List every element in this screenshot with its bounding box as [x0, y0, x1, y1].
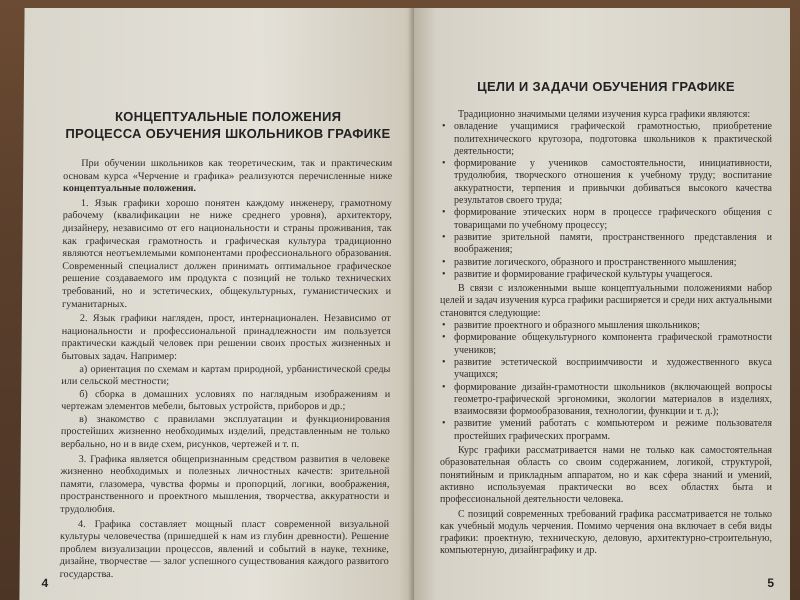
left-paragraph-1: 1. Язык графики хорошо понятен каждому инженеру, грамотному рабочему (квалификации не ниже среднего уровня), архитектору, дизайнеру, независимо от его национальности и страны проживания, так как графическая грамотность и графическая культура традиционно являются неотъемлемыми компонентами профессионального образования. Современный специалист должен принимать оптимальное графическое решение создаваемого им продукта с позиций не только технических требований, но и эстетических, общекультурных, гуманистических и гуманитарных.	[61, 197, 392, 310]
left-page-title	[63, 108, 392, 142]
right-middle-paragraph: В связи с изложенными выше концептуальными положениями набор целей и задач изучения курса графики расширяется и среди них актуальными становятся следующие:	[440, 283, 772, 319]
goal-item: • формирование у учеников самостоятельности, инициативности, трудолюбия, творческого отношения к учебному труду; воспитание аккуратности, терпения и привычки добиваться высокого качества результатов своего труда;	[440, 158, 772, 207]
left-page	[19, 8, 419, 600]
tasks-list	[440, 320, 772, 443]
goal-item: • развитие логического, образного и пространственного мышления;	[440, 257, 772, 269]
right-page-number: 5	[767, 576, 774, 590]
right-modern-paragraph: С позиций современных требований графика рассматривается не только как учебный модуль черчения. Помимо черчения она включает в себя виды графики: проектную, техническую, деловую, архитектурно-строительную, компьютерную, дизайнграфику и др.	[440, 508, 772, 557]
goal-item: • развитие и формирование графической культуры учащегося.	[440, 269, 772, 281]
right-intro: Традиционно значимыми целями изучения курса графики являются:	[458, 109, 751, 120]
left-paragraph-2a: а) ориентация по схемам и картам природной, урбанистической среды или сельской местности;	[61, 363, 391, 388]
left-paragraph-3: 3. Графика является общепризнанным средством развития в человеке жизненно необходимых и полезных личностных качеств: зрительной памяти, глазомера, чувства формы и пропорций, логики, воображения, пространственного и проектного мышления, творчества, аккуратности и трудолюбия.	[60, 453, 390, 516]
goal-item: • овладение учащимися графической грамотностью, приобретение политехнического кругозора, подготовка школьников к практической деятельности;	[440, 121, 772, 158]
left-title-line-2: ПРОЦЕССА ОБУЧЕНИЯ ШКОЛЬНИКОВ ГРАФИКЕ	[65, 126, 391, 141]
open-book	[4, 8, 796, 600]
left-paragraph-2b: б) сборка в домашних условиях по наглядным изображениям и чертежам элементов мебели, бытовых устройств, приборов и др.;	[61, 388, 391, 413]
left-paragraph-2: 2. Язык графики нагляден, прост, интернационален. Независимо от национальности и профессиональной принадлежности им пользуется практически каждый человек при решении своих простых жизненных и бытовых задач. Например:	[61, 313, 391, 362]
right-course-paragraph: Курс графики рассматривается нами не только как самостоятельная образовательная область со своим содержанием, логикой, структурой, понятийным и прикладным аппаратом, но и как сфера знаний и умений, активно используемая практически во всех областях быта и профессиональной деятельности человека.	[440, 445, 772, 506]
task-item: • развитие проектного и образного мышления школьников;	[440, 320, 772, 332]
left-intro-text: При обучении школьников как теоретическим, так и практическим основам курса «Черчение и графика» реализуются перечисленные ниже	[63, 158, 393, 182]
left-intro-bold: концептуальные положения.	[62, 183, 196, 195]
left-intro-paragraph	[63, 158, 392, 196]
right-page	[414, 8, 790, 600]
goals-list	[440, 121, 772, 281]
left-title-line-1: КОНЦЕПТУАЛЬНЫЕ ПОЛОЖЕНИЯ	[114, 109, 342, 124]
left-paragraph-2c: в) знакомство с правилами эксплуатации и функционирования простейших жизненно необходимых изделий, представленным не только вербально, но и в виде схем, рисунков, чертежей и т. п.	[60, 413, 391, 451]
goal-item: • формирование этических норм в процессе графического общения с товарищами по учебному процессу;	[440, 207, 772, 232]
task-item: • формирование дизайн-грамотности школьников (включающей вопросы геометро-графической эргономики, экологии материалов в изделиях, взаимосвязи формообразования, технологии, функции и т. д.);	[440, 382, 772, 419]
right-page-title: ЦЕЛИ И ЗАДАЧИ ОБУЧЕНИЯ ГРАФИКЕ	[477, 79, 735, 94]
task-item: • развитие эстетической восприимчивости и художественного вкуса учащихся;	[440, 357, 772, 382]
task-item: • формирование общекультурного компонента графической грамотности учеников;	[440, 332, 772, 357]
left-paragraph-4: 4. Графика составляет мощный пласт современной визуальной культуры человечества (пришедшей к нам из глубин древности). Решение проблем визуализации процессов, явлений и событий в науке, технике, дизайне, творчестве — залог успешного существования каждого развитого государства.	[59, 518, 390, 580]
left-page-number: 4	[41, 576, 49, 590]
task-item: • развитие умений работать с компьютером и режиме пользователя простейших графических программ.	[440, 418, 772, 443]
goal-item: • развитие зрительной памяти, пространственного представления и воображения;	[440, 232, 772, 257]
